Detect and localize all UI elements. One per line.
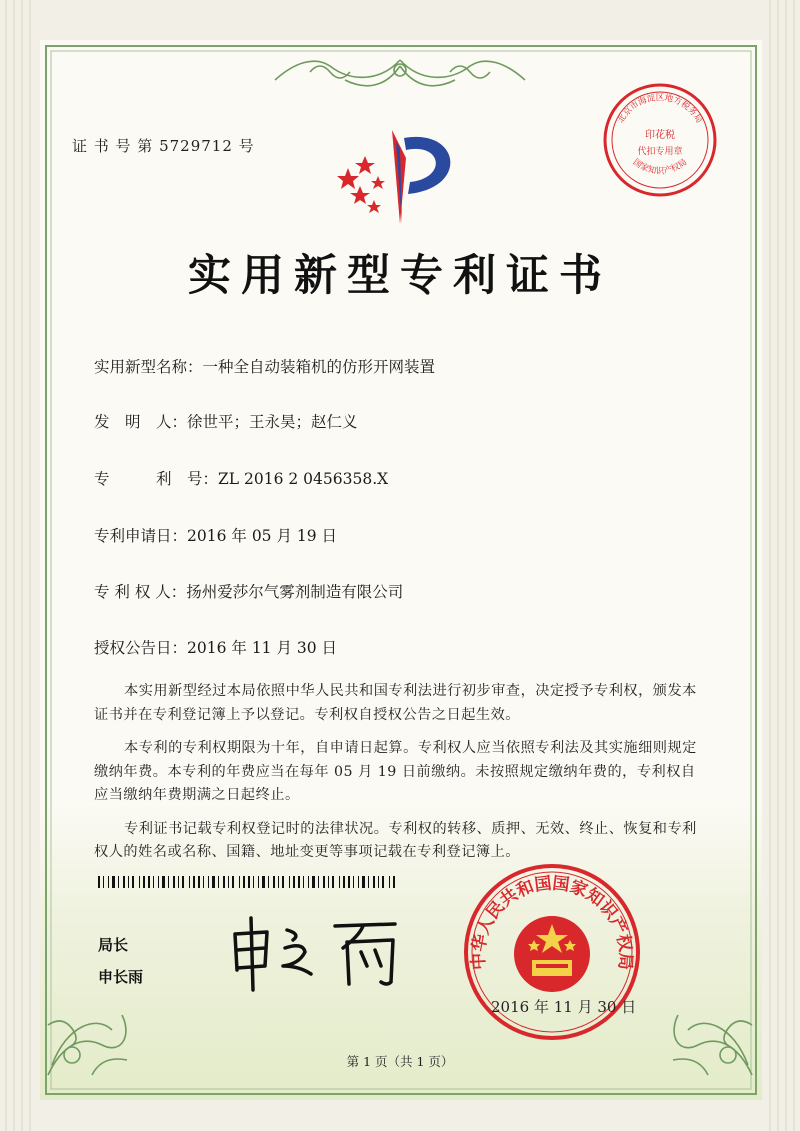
barcode-bar	[168, 876, 169, 888]
barcode-bar	[173, 876, 175, 888]
certificate-title: 实用新型专利证书	[188, 251, 612, 301]
barcode-bar	[362, 876, 365, 888]
tax-stamp-top-text: 北京市海淀区地方税务局	[616, 93, 704, 126]
barcode-bar	[103, 876, 104, 888]
field-patent-number	[94, 467, 388, 489]
field-value: 扬州爱莎尔气雾剂制造有限公司	[186, 583, 404, 601]
field-label: 发 明 人：	[94, 413, 188, 431]
tax-stamp-bottom-text: 国家知识产权局	[630, 157, 690, 177]
tax-stamp	[600, 80, 720, 200]
field-value: 徐世平；王永昊；赵仁义	[187, 413, 358, 431]
barcode-bar	[223, 876, 225, 888]
page-number: 第 1 页（共 1 页）	[346, 1054, 454, 1069]
barcode-bar	[128, 876, 129, 888]
certificate-number: 证 书 号 第 5729712 号	[72, 137, 255, 155]
field-value: ZL 2016 2 0456358.X	[218, 470, 389, 488]
tax-stamp-line-2: 印花税	[645, 130, 675, 141]
barcode-bar	[208, 876, 209, 888]
barcode-bar	[373, 876, 375, 888]
field-application-date	[94, 524, 337, 546]
barcode-bar	[312, 876, 315, 888]
barcode-bar	[378, 876, 379, 888]
barcode-bar	[232, 876, 234, 888]
field-value: 2016 年 05 月 19 日	[187, 527, 338, 545]
director-title: 局长	[98, 936, 129, 954]
barcode-bar	[203, 876, 204, 888]
barcode-bar	[123, 876, 125, 888]
seal-text: 中华人民共和国国家知识产权局	[468, 873, 636, 971]
field-utility-model-name	[94, 355, 435, 377]
field-grant-date	[94, 636, 337, 658]
barcode-bar	[389, 876, 390, 888]
barcode-bar	[118, 876, 119, 888]
barcode-bar	[182, 876, 184, 888]
barcode-bar	[393, 876, 395, 888]
field-inventors	[94, 410, 358, 432]
barcode-bar	[148, 876, 150, 888]
barcode-bar	[178, 876, 179, 888]
barcode-bar	[158, 876, 159, 888]
barcode-bar	[228, 876, 229, 888]
barcode-bar	[273, 876, 275, 888]
field-value: 2016 年 11 月 30 日	[187, 639, 338, 657]
barcode-bar	[239, 876, 240, 888]
patent-office-emblem-icon	[330, 128, 470, 226]
barcode-bar	[358, 876, 359, 888]
body-paragraph: 本实用新型经过本局依照中华人民共和国专利法进行初步审查，决定授予专利权，颁发本证书并在专利登记簿上予以登记。专利权自授权公告之日起生效。	[94, 683, 697, 723]
barcode-bar	[348, 876, 350, 888]
tax-stamp-line-3: 代扣专用章	[637, 147, 683, 157]
barcode-bar	[198, 876, 200, 888]
field-label: 专 利 权 人：	[94, 583, 187, 601]
body-paragraph: 本专利的专利权期限为十年，自申请日起算。专利权人应当依照专利法及其实施细则规定缴纳年费。本专利的年费应当在每年 05 月 19 日前缴纳。未按照规定缴纳年费的，专利权自应当缴纳年费期满之日起终止。	[94, 740, 697, 803]
barcode-bar	[258, 876, 259, 888]
barcode-bar	[328, 876, 329, 888]
field-label: 专利申请日：	[94, 527, 188, 545]
barcode-bar	[243, 876, 245, 888]
field-patentee	[94, 580, 403, 602]
barcode	[98, 876, 402, 888]
barcode-bar	[262, 876, 265, 888]
barcode-bar	[189, 876, 190, 888]
barcode-bar	[289, 876, 290, 888]
barcode-bar	[343, 876, 345, 888]
barcode-bar	[308, 876, 309, 888]
barcode-bar	[253, 876, 254, 888]
barcode-bar	[282, 876, 284, 888]
svg-text:国家知识产权局	[631, 157, 689, 176]
barcode-bar	[298, 876, 300, 888]
barcode-bar	[318, 876, 319, 888]
barcode-bar	[162, 876, 165, 888]
barcode-bar	[278, 876, 279, 888]
barcode-bar	[303, 876, 304, 888]
barcode-bar	[212, 876, 215, 888]
barcode-bar	[382, 876, 384, 888]
barcode-bar	[98, 876, 100, 888]
director-signature	[225, 912, 425, 992]
barcode-bar	[332, 876, 334, 888]
barcode-bar	[339, 876, 340, 888]
barcode-bar	[193, 876, 195, 888]
barcode-bar	[323, 876, 325, 888]
svg-text:北京市海淀区地方税务局	[615, 92, 704, 125]
barcode-bar	[248, 876, 250, 888]
certificate-body	[94, 680, 700, 865]
barcode-bar	[143, 876, 145, 888]
issue-date: 2016 年 11 月 30 日	[491, 998, 637, 1016]
barcode-bar	[293, 876, 295, 888]
top-ornament	[270, 52, 530, 96]
body-paragraph: 专利证书记载专利权登记时的法律状况。专利权的转移、质押、无效、终止、恢复和专利权人的姓名或名称、国籍、地址变更等事项记载在专利登记簿上。	[94, 820, 697, 860]
field-label: 实用新型名称：	[94, 358, 203, 376]
field-label: 授权公告日：	[94, 639, 188, 657]
director-name: 申长雨	[98, 968, 144, 986]
barcode-bar	[132, 876, 134, 888]
barcode-bar	[112, 876, 115, 888]
barcode-bar	[268, 876, 269, 888]
barcode-bar	[153, 876, 154, 888]
barcode-bar	[368, 876, 369, 888]
field-value: 一种全自动装箱机的仿形开网装置	[202, 358, 436, 376]
barcode-bar	[139, 876, 140, 888]
barcode-bar	[353, 876, 354, 888]
barcode-bar	[108, 876, 109, 888]
barcode-bar	[218, 876, 219, 888]
field-label: 专 利 号：	[94, 470, 219, 488]
